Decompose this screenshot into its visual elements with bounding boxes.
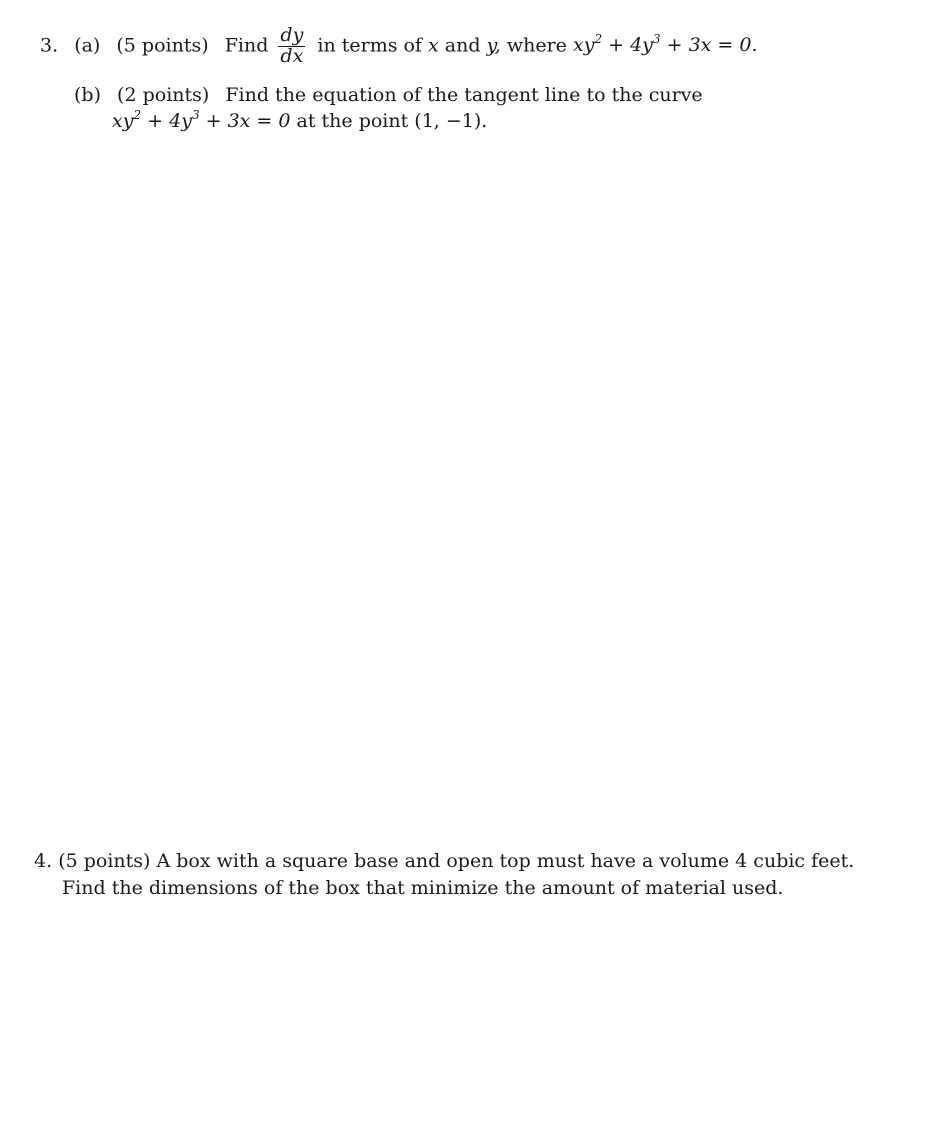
equation-b: $xy^2 + 4y^3 + 3x = 0$ [112,108,291,132]
part-a-points: (5 points) [116,34,209,57]
where-text: where [506,34,567,57]
problem-4-number: 4. [34,850,53,872]
fraction-numerator: dy [280,24,304,46]
dy-dx-fraction [278,26,305,67]
part-b-text: Find the equation of the tangent line to the curve [225,84,703,106]
part-a-find-text: Find [224,34,269,57]
at-point-text: at the point [296,110,409,132]
problem-3-number: 3. [40,34,59,57]
problem-4-line1 [34,850,854,872]
problem-4-text-line2: Find the dimensions of the box that minimize the amount of material used. [62,877,784,899]
in-terms-text: in terms of [317,34,422,57]
part-b-label: (b) [74,84,101,106]
fraction-denominator: dx [280,44,304,67]
part-b-points: (2 points) [117,84,210,106]
problem-3-part-a [40,26,758,67]
problem-3-part-b-line2 [112,110,487,132]
equation-a: $xy^2 + 4y^3 + 3x = 0$. [572,32,758,57]
problem-3-part-b-line1 [74,84,703,106]
problem-4-text-line1: A box with a square base and open top must have a volume 4 cubic feet. [156,850,855,872]
problem-4-line2 [62,877,783,899]
var-y: y, [486,34,501,57]
and-text: and [444,34,481,57]
problem-4-points: (5 points) [58,850,151,872]
point-value: (1, −1). [414,110,488,132]
part-a-label: (a) [74,34,101,57]
var-x: x [428,34,439,57]
